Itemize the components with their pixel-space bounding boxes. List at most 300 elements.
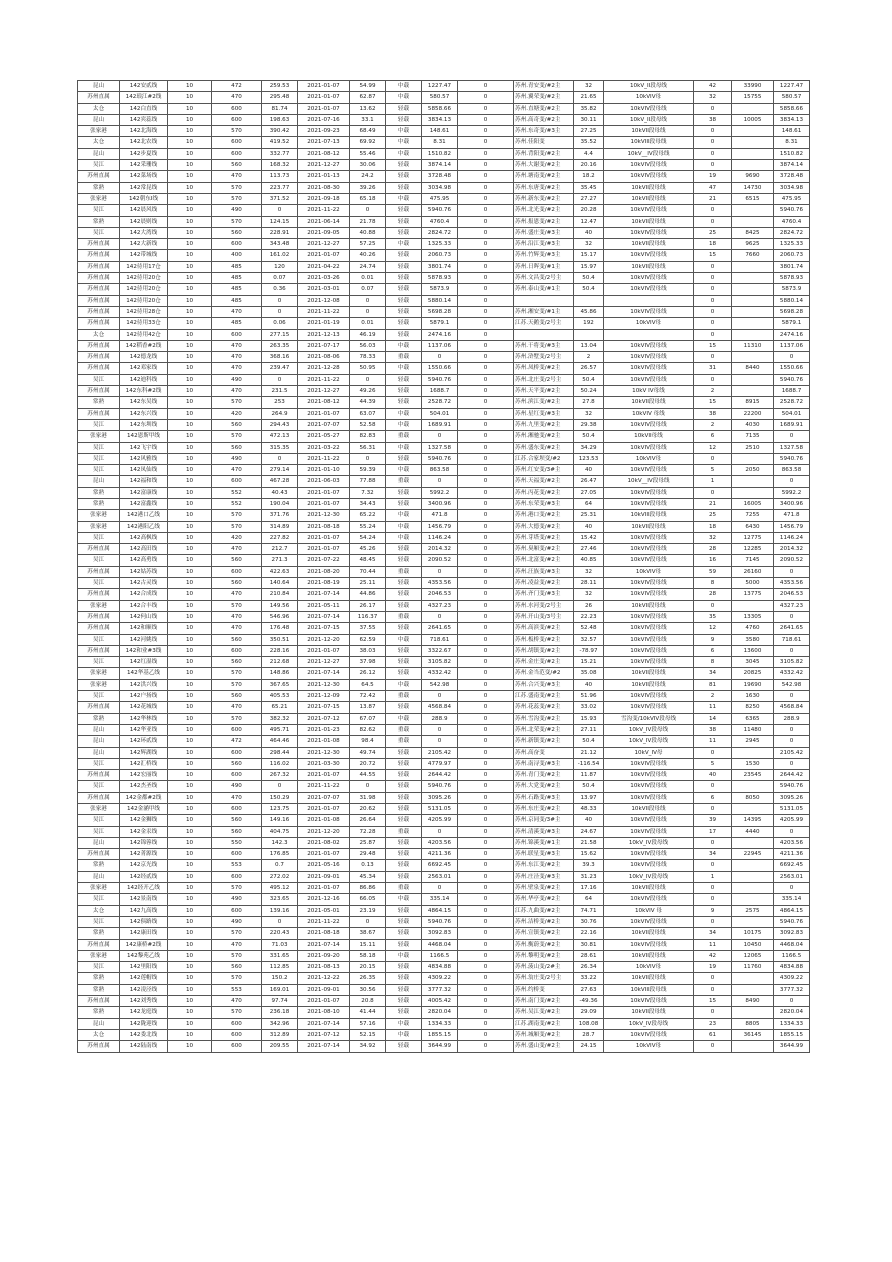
cell-available-capacity: 0	[774, 691, 810, 702]
cell-capacity: 560	[212, 227, 262, 238]
cell-source-transformer: 苏州.北富变/#2主	[514, 555, 574, 566]
cell-available-capacity: 0	[774, 352, 810, 363]
table-row	[78, 1029, 810, 1040]
cell-line-name: 142陆南线	[120, 1041, 168, 1052]
cell-load-rate: 38.03	[350, 645, 386, 656]
cell-user-capacity: 12775	[732, 532, 774, 543]
cell-transformer-rate: 20.16	[574, 160, 604, 171]
cell-margin: 5940.76	[422, 916, 458, 927]
cell-user-capacity: 4440	[732, 826, 774, 837]
cell-load: 294.43	[262, 419, 298, 430]
cell-margin: 0	[422, 883, 458, 894]
cell-available-capacity: 3095.26	[774, 792, 810, 803]
cell-date: 2021-08-06	[298, 352, 350, 363]
cell-load: 228.91	[262, 227, 298, 238]
cell-margin: 5873.9	[422, 284, 458, 295]
cell-line-name: 142经开乙线	[120, 883, 168, 894]
cell-margin: 5858.66	[422, 103, 458, 114]
cell-load: 495.12	[262, 883, 298, 894]
cell-transformer-rate: 50.4	[574, 781, 604, 792]
cell-load-status: 重载	[386, 611, 422, 622]
cell-date: 2021-12-28	[298, 363, 350, 374]
cell-flag: 0	[458, 306, 514, 317]
cell-capacity: 570	[212, 600, 262, 611]
cell-line-name: 142带城线	[120, 250, 168, 261]
cell-source-transformer: 苏州.北庄变/2号主	[514, 374, 574, 385]
cell-capacity: 560	[212, 555, 262, 566]
cell-capacity: 560	[212, 160, 262, 171]
cell-date: 2021-09-20	[298, 950, 350, 961]
cell-date: 2021-12-16	[298, 894, 350, 905]
cell-flag: 0	[458, 126, 514, 137]
cell-date: 2021-07-14	[298, 939, 350, 950]
cell-voltage: 10	[168, 736, 212, 747]
cell-available-capacity: 0	[774, 736, 810, 747]
cell-line-name: 142待用28仓	[120, 306, 168, 317]
cell-flag: 0	[458, 849, 514, 860]
cell-capacity: 552	[212, 498, 262, 509]
cell-load-status: 轻载	[386, 1007, 422, 1018]
cell-user-count: 0	[694, 216, 732, 227]
cell-region: 苏州直属	[78, 386, 120, 397]
cell-load-status: 轻载	[386, 792, 422, 803]
cell-source-transformer: 苏州.联星变/#3主	[514, 849, 574, 860]
cell-load-status: 轻载	[386, 103, 422, 114]
cell-capacity: 470	[212, 465, 262, 476]
cell-source-transformer: 苏州.京同变/3#主	[514, 815, 574, 826]
cell-load-status: 轻载	[386, 939, 422, 950]
cell-capacity: 570	[212, 713, 262, 724]
cell-margin: 0	[422, 724, 458, 735]
cell-load-status: 中载	[386, 679, 422, 690]
cell-load-rate: 46.19	[350, 329, 386, 340]
cell-date: 2021-01-07	[298, 408, 350, 419]
cell-date: 2021-11-22	[298, 374, 350, 385]
cell-user-capacity: 9690	[732, 171, 774, 182]
cell-bus-section: 10kVIV段母线	[604, 645, 694, 656]
cell-flag: 0	[458, 419, 514, 430]
cell-load-status: 轻载	[386, 984, 422, 995]
cell-load: 367.65	[262, 679, 298, 690]
cell-transformer-rate: 35.45	[574, 182, 604, 193]
cell-transformer-rate: 27.11	[574, 724, 604, 735]
table-row	[78, 804, 810, 815]
cell-voltage: 10	[168, 996, 212, 1007]
cell-voltage: 10	[168, 691, 212, 702]
cell-load: 0.7	[262, 860, 298, 871]
cell-line-name: 142娄北线	[120, 1029, 168, 1040]
cell-transformer-rate: 15.93	[574, 713, 604, 724]
cell-line-name: 142稻香#2线	[120, 340, 168, 351]
cell-load-rate: 39.26	[350, 182, 386, 193]
cell-load-status: 轻载	[386, 318, 422, 329]
cell-margin: 8.31	[422, 137, 458, 148]
cell-margin: 1146.24	[422, 532, 458, 543]
cell-region: 常熟	[78, 713, 120, 724]
cell-source-transformer: 苏州.大德变/#2主	[514, 521, 574, 532]
cell-transformer-rate: 30.81	[574, 939, 604, 950]
cell-load-rate: 52.58	[350, 419, 386, 430]
cell-margin: 3322.67	[422, 645, 458, 656]
cell-flag: 0	[458, 498, 514, 509]
cell-user-count: 0	[694, 137, 732, 148]
cell-flag: 0	[458, 826, 514, 837]
cell-capacity: 560	[212, 634, 262, 645]
cell-margin: 0	[422, 431, 458, 442]
cell-flag: 0	[458, 386, 514, 397]
cell-load-rate: 0.07	[350, 284, 386, 295]
cell-margin: 1334.33	[422, 1018, 458, 1029]
cell-margin: 718.61	[422, 634, 458, 645]
cell-voltage: 10	[168, 1018, 212, 1029]
cell-load: 315.35	[262, 442, 298, 453]
cell-capacity: 470	[212, 171, 262, 182]
cell-voltage: 10	[168, 114, 212, 125]
cell-voltage: 10	[168, 984, 212, 995]
cell-margin: 3644.99	[422, 1041, 458, 1052]
cell-available-capacity: 3801.74	[774, 261, 810, 272]
cell-load: 298.44	[262, 747, 298, 758]
cell-date: 2021-01-07	[298, 103, 350, 114]
cell-flag: 0	[458, 679, 514, 690]
cell-capacity: 553	[212, 860, 262, 871]
table-row	[78, 148, 810, 159]
table-row	[78, 894, 810, 905]
cell-flag: 0	[458, 815, 514, 826]
table-row	[78, 205, 810, 216]
cell-line-name: 142和业#3线	[120, 645, 168, 656]
cell-date: 2021-01-07	[298, 770, 350, 781]
table-row	[78, 747, 810, 758]
table-row	[78, 510, 810, 521]
cell-transformer-rate: 40	[574, 227, 604, 238]
cell-user-count: 8	[694, 657, 732, 668]
cell-available-capacity: 2046.53	[774, 589, 810, 600]
cell-load: 0	[262, 374, 298, 385]
cell-flag: 0	[458, 544, 514, 555]
cell-capacity: 470	[212, 386, 262, 397]
cell-user-count: 39	[694, 815, 732, 826]
cell-user-capacity	[732, 273, 774, 284]
cell-user-count: 0	[694, 352, 732, 363]
cell-flag: 0	[458, 611, 514, 622]
cell-region: 张家港	[78, 510, 120, 521]
cell-load-status: 轻载	[386, 860, 422, 871]
cell-line-name: 142宾蕊线	[120, 114, 168, 125]
cell-load-rate: 0	[350, 295, 386, 306]
cell-user-count: 17	[694, 826, 732, 837]
cell-capacity: 400	[212, 250, 262, 261]
cell-line-name: 142高枫线	[120, 532, 168, 543]
cell-user-count: 0	[694, 984, 732, 995]
cell-transformer-rate	[574, 295, 604, 306]
cell-transformer-rate: 50.4	[574, 736, 604, 747]
cell-capacity: 470	[212, 544, 262, 555]
cell-bus-section: 10kVIV 母	[604, 905, 694, 916]
cell-user-count: 9	[694, 634, 732, 645]
cell-load-status: 轻载	[386, 171, 422, 182]
cell-load: 169.01	[262, 984, 298, 995]
cell-transformer-rate	[574, 329, 604, 340]
cell-user-capacity: 6515	[732, 193, 774, 204]
cell-region: 吴江	[78, 894, 120, 905]
cell-date: 2021-09-18	[298, 193, 350, 204]
cell-load: 332.77	[262, 148, 298, 159]
cell-load: 343.48	[262, 239, 298, 250]
cell-load-status: 轻载	[386, 668, 422, 679]
cell-user-count: 28	[694, 589, 732, 600]
cell-margin: 5940.76	[422, 453, 458, 464]
cell-voltage: 10	[168, 1007, 212, 1018]
cell-load: 472.13	[262, 431, 298, 442]
cell-load-rate: 55.24	[350, 521, 386, 532]
cell-user-capacity: 12065	[732, 950, 774, 961]
cell-flag: 0	[458, 871, 514, 882]
cell-user-capacity: 15755	[732, 92, 774, 103]
cell-user-capacity	[732, 860, 774, 871]
cell-line-name: 142姑苏线	[120, 566, 168, 577]
cell-date: 2021-12-30	[298, 747, 350, 758]
cell-capacity: 560	[212, 419, 262, 430]
cell-available-capacity: 4203.56	[774, 837, 810, 848]
cell-user-capacity: 8440	[732, 363, 774, 374]
cell-user-capacity	[732, 261, 774, 272]
cell-bus-section: 10kVIV段母线	[604, 284, 694, 295]
cell-load: 404.75	[262, 826, 298, 837]
table-row	[78, 905, 810, 916]
cell-transformer-rate: 39.3	[574, 860, 604, 871]
cell-voltage: 10	[168, 950, 212, 961]
cell-capacity: 560	[212, 691, 262, 702]
cell-user-count: 0	[694, 860, 732, 871]
cell-region: 太仓	[78, 137, 120, 148]
cell-date: 2021-01-07	[298, 996, 350, 1007]
cell-flag: 0	[458, 408, 514, 419]
cell-source-transformer: 苏州.九里变/#2主	[514, 419, 574, 430]
cell-region: 常熟	[78, 1007, 120, 1018]
cell-margin: 2090.52	[422, 555, 458, 566]
cell-voltage: 10	[168, 634, 212, 645]
cell-source-transformer: 苏州.报恩变/#2主	[514, 216, 574, 227]
cell-line-name: 142里阳线	[120, 962, 168, 973]
cell-user-capacity	[732, 476, 774, 487]
cell-available-capacity: 4205.99	[774, 815, 810, 826]
data-table	[77, 80, 810, 1053]
cell-available-capacity: 1227.47	[774, 81, 810, 92]
cell-available-capacity: 1855.15	[774, 1029, 810, 1040]
cell-flag: 0	[458, 657, 514, 668]
cell-capacity: 470	[212, 702, 262, 713]
cell-user-count: 61	[694, 1029, 732, 1040]
cell-bus-section: 10kVIV段母线	[604, 160, 694, 171]
cell-user-capacity	[732, 487, 774, 498]
cell-capacity: 470	[212, 92, 262, 103]
cell-source-transformer: 苏州.东庄变/#2主	[514, 804, 574, 815]
cell-load-status: 轻载	[386, 1041, 422, 1052]
cell-region: 吴江	[78, 758, 120, 769]
cell-available-capacity: 3644.99	[774, 1041, 810, 1052]
cell-date: 2021-07-14	[298, 589, 350, 600]
cell-transformer-rate: 2	[574, 352, 604, 363]
cell-load-rate: 62.87	[350, 92, 386, 103]
cell-region: 昆山	[78, 148, 120, 159]
cell-margin: 2824.72	[422, 227, 458, 238]
cell-date: 2021-01-07	[298, 250, 350, 261]
cell-region: 吴江	[78, 634, 120, 645]
cell-user-capacity	[732, 973, 774, 984]
cell-load-status: 轻载	[386, 996, 422, 1007]
cell-user-capacity: 2510	[732, 442, 774, 453]
cell-line-name: 142港口乙线	[120, 510, 168, 521]
table-row	[78, 92, 810, 103]
cell-user-capacity	[732, 148, 774, 159]
cell-available-capacity: 542.98	[774, 679, 810, 690]
cell-bus-section: 10kVIV段母线	[604, 758, 694, 769]
cell-available-capacity: 5698.28	[774, 306, 810, 317]
cell-date: 2021-01-07	[298, 544, 350, 555]
cell-bus-section: 10kVII段母线	[604, 1007, 694, 1018]
cell-load-rate: 26.35	[350, 973, 386, 984]
cell-voltage: 10	[168, 815, 212, 826]
table-row	[78, 645, 810, 656]
cell-load-rate: 55.46	[350, 148, 386, 159]
cell-flag: 0	[458, 1029, 514, 1040]
cell-load: 120	[262, 261, 298, 272]
table-row	[78, 374, 810, 385]
cell-available-capacity: 504.01	[774, 408, 810, 419]
cell-region: 苏州直属	[78, 306, 120, 317]
cell-line-name: 142富康线	[120, 487, 168, 498]
cell-capacity: 470	[212, 340, 262, 351]
cell-flag: 0	[458, 284, 514, 295]
cell-user-capacity: 13600	[732, 645, 774, 656]
table-row	[78, 193, 810, 204]
cell-source-transformer: 苏州.红安变/3#主	[514, 465, 574, 476]
cell-load: 546.96	[262, 611, 298, 622]
cell-transformer-rate: 27.63	[574, 984, 604, 995]
cell-available-capacity: 3728.48	[774, 171, 810, 182]
cell-margin: 5880.14	[422, 295, 458, 306]
cell-load-rate: 98.4	[350, 736, 386, 747]
cell-line-name: 142北农线	[120, 137, 168, 148]
cell-line-name: 142待用20仓	[120, 273, 168, 284]
cell-load-status: 轻载	[386, 261, 422, 272]
cell-bus-section: 10kV__IV段母线	[604, 476, 694, 487]
cell-load-status: 中载	[386, 408, 422, 419]
cell-available-capacity: 1510.82	[774, 148, 810, 159]
cell-load: 124.15	[262, 216, 298, 227]
table-row	[78, 939, 810, 950]
cell-date: 2021-08-10	[298, 1007, 350, 1018]
cell-user-capacity: 8915	[732, 397, 774, 408]
cell-date: 2021-09-01	[298, 984, 350, 995]
cell-available-capacity: 5992.2	[774, 487, 810, 498]
cell-transformer-rate: -78.97	[574, 645, 604, 656]
table-row	[78, 770, 810, 781]
cell-voltage: 10	[168, 182, 212, 193]
cell-margin: 4353.56	[422, 578, 458, 589]
cell-load: 342.96	[262, 1018, 298, 1029]
cell-bus-section: 10kVIII段母线	[604, 984, 694, 995]
cell-capacity: 570	[212, 883, 262, 894]
cell-load: 142.3	[262, 837, 298, 848]
cell-line-name: 142何山线	[120, 611, 168, 622]
cell-load-status: 轻载	[386, 815, 422, 826]
cell-line-name: 142花城线	[120, 702, 168, 713]
cell-available-capacity: 2090.52	[774, 555, 810, 566]
table-row	[78, 578, 810, 589]
cell-available-capacity: 5940.76	[774, 374, 810, 385]
cell-flag: 0	[458, 227, 514, 238]
table-row	[78, 781, 810, 792]
cell-load: 350.51	[262, 634, 298, 645]
table-row	[78, 261, 810, 272]
cell-voltage: 10	[168, 92, 212, 103]
cell-bus-section: 10kVII段母线	[604, 521, 694, 532]
cell-flag: 0	[458, 645, 514, 656]
cell-user-capacity: 8425	[732, 227, 774, 238]
cell-bus-section: 10kVII段母线	[604, 973, 694, 984]
cell-flag: 0	[458, 431, 514, 442]
cell-load-status: 中载	[386, 634, 422, 645]
cell-user-capacity	[732, 374, 774, 385]
cell-load: 0.07	[262, 273, 298, 284]
cell-date: 2021-05-11	[298, 600, 350, 611]
cell-available-capacity: 5940.76	[774, 453, 810, 464]
cell-region: 吴江	[78, 205, 120, 216]
cell-source-transformer: 苏州.合兴变/#3主	[514, 679, 574, 690]
cell-capacity: 570	[212, 950, 262, 961]
cell-load-rate: 20.62	[350, 804, 386, 815]
cell-voltage: 10	[168, 250, 212, 261]
cell-available-capacity: 0	[774, 611, 810, 622]
cell-available-capacity: 2641.65	[774, 623, 810, 634]
cell-region: 常熟	[78, 487, 120, 498]
cell-transformer-rate: 123.53	[574, 453, 604, 464]
cell-transformer-rate: 32	[574, 566, 604, 577]
cell-source-transformer: 苏州.板桥变/#2主	[514, 634, 574, 645]
cell-capacity: 553	[212, 984, 262, 995]
cell-bus-section: 10kVII母线	[604, 431, 694, 442]
cell-bus-section: 10kVIV段母线	[604, 363, 694, 374]
cell-load-rate: 0	[350, 205, 386, 216]
cell-flag: 0	[458, 487, 514, 498]
cell-load: 81.74	[262, 103, 298, 114]
cell-load-status: 轻载	[386, 871, 422, 882]
cell-load: 371.52	[262, 193, 298, 204]
cell-flag: 0	[458, 905, 514, 916]
cell-transformer-rate: -116.54	[574, 758, 604, 769]
cell-bus-section: 10kVIV段母线	[604, 657, 694, 668]
cell-available-capacity: 580.57	[774, 92, 810, 103]
cell-margin: 4205.99	[422, 815, 458, 826]
cell-bus-section: 10kVII段母线	[604, 883, 694, 894]
cell-user-capacity: 8490	[732, 996, 774, 1007]
cell-transformer-rate: 26.47	[574, 476, 604, 487]
cell-bus-section: 10kVIV段母线	[604, 894, 694, 905]
cell-capacity: 472	[212, 736, 262, 747]
cell-date: 2021-01-07	[298, 645, 350, 656]
cell-margin: 1688.7	[422, 386, 458, 397]
cell-user-capacity: 2575	[732, 905, 774, 916]
cell-line-name: 142迪科线	[120, 374, 168, 385]
cell-date: 2021-12-27	[298, 160, 350, 171]
cell-line-name: 142待用17仓	[120, 261, 168, 272]
cell-capacity: 490	[212, 894, 262, 905]
cell-margin: 3834.13	[422, 114, 458, 125]
cell-capacity: 490	[212, 374, 262, 385]
cell-transformer-rate: 26	[574, 600, 604, 611]
